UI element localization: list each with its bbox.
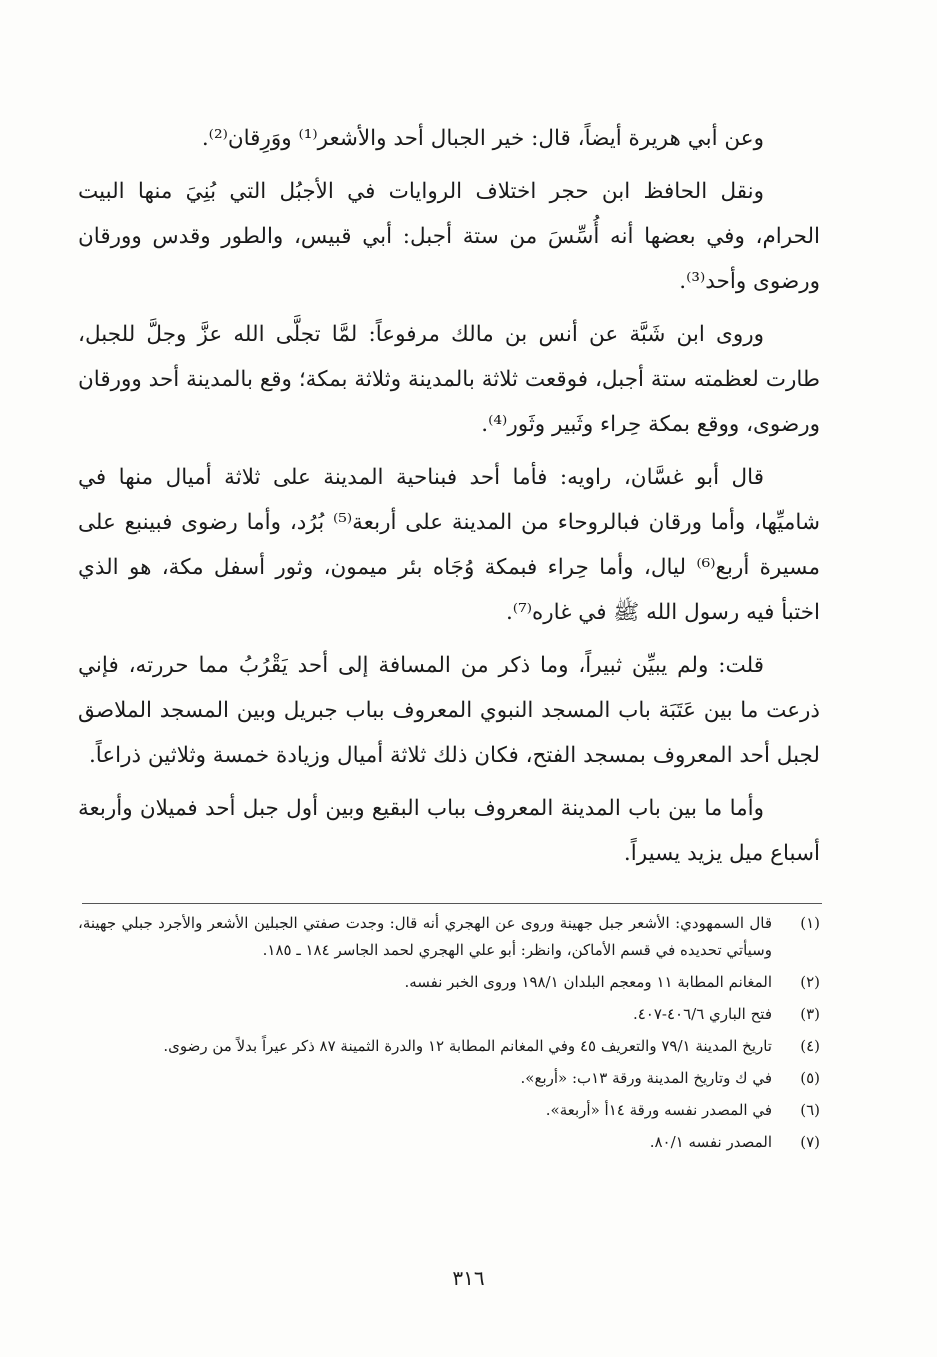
footnote-text: المغانم المطابة ١١ ومعجم البلدان ١٩٨/١ وروى الخبر نفسه. <box>404 973 772 991</box>
footnote-text: قال السمهودي: الأشعر جبل جهينة وروى عن الهجري أنه قال: وجدت صفتي الجبلين الأشعر والأجرد جبلي جهينة، وسيأتي تحديده في قسم الأماكن، وانظر: أبو علي الهجري لحمد الجاسر ١٨٤ ـ ١٨٥. <box>78 914 772 959</box>
footnote-number: (٢) <box>800 973 820 991</box>
footnote-number: (٥) <box>800 1069 820 1087</box>
paragraph-1: وعن أبي هريرة أيضاً، قال: خير الجبال أحد والأشعر⁽¹⁾ ووَرِقان⁽²⁾. <box>201 126 764 151</box>
footnote-text: فتح الباري ٤٠٦/٦-٤٠٧. <box>632 1005 772 1023</box>
footnote-7 <box>78 1129 820 1156</box>
footnote-1 <box>78 910 820 964</box>
footnotes <box>78 910 820 1161</box>
footnote-text: المصدر نفسه ٨٠/١. <box>649 1133 772 1151</box>
footnote-text: في ك وتاريخ المدينة ورقة ١٣ب: «أربع». <box>520 1069 772 1087</box>
footnote-5 <box>78 1065 820 1092</box>
paragraph-3: وروى ابن شَبَّة عن أنس بن مالك مرفوعاً: لمَّا تجلَّى الله عزَّ وجلَّ للجبل، طارت لعظمته ستة أجبل، فوقعت ثلاثة بالمدينة وثلاثة بمكة؛ وقع بالمدينة أحد وورقان ورضوى، ووقع بمكة حِراء وثَبير وثَور⁽⁴⁾. <box>78 322 820 437</box>
paragraph-5: قلت: ولم يبيِّن ثبيراً، وما ذكر من المسافة إلى أحد يَقْرُبُ مما حررته، فإني ذرعت ما بين عَتَبَة باب المسجد النبوي المعروف بباب جبريل وبين المسجد الملاصق لجبل أحد المعروف بمسجد الفتح، فكان ذلك ثلاثة أميال وزيادة خمسة وثلاثين ذراعاً. <box>78 653 820 768</box>
footnote-number: (٣) <box>800 1005 820 1023</box>
footnote-text: في المصدر نفسه ورقة ١٤أ «أربعة». <box>545 1101 772 1119</box>
footnote-3 <box>78 1001 820 1028</box>
footnote-text: تاريخ المدينة ٧٩/١ والتعريف ٤٥ وفي المغانم المطابة ١٢ والدرة الثمينة ٨٧ ذكر عيراً بدلاً من رضوى. <box>163 1037 772 1055</box>
footnote-2 <box>78 969 820 996</box>
footnote-separator <box>82 903 822 904</box>
footnote-number: (٦) <box>800 1101 820 1119</box>
page-number: ٣١٦ <box>452 1266 485 1290</box>
paragraph-4: قال أبو غسَّان، راويه: فأما أحد فبناحية المدينة على ثلاثة أميال منها في شاميِّها، وأما ورقان فبالروحاء من المدينة على أربعة⁽⁵⁾ بُرُد، وأما رضوى فبينبع على مسيرة أربع⁽⁶⁾ ليال، وأما حِراء فبمكة وُجَاه بئر ميمون، وثور أسفل مكة، هو الذي اختبأ فيه رسول الله ﷺ في غاره⁽⁷⁾. <box>78 465 820 625</box>
main-text <box>78 116 820 884</box>
paragraph-2: ونقل الحافظ ابن حجر اختلاف الروايات في الأجبُل التي بُنِيَ منها البيت الحرام، وفي بعضها أنه أُسِّسَ من ستة أجبل: أبي قبيس، والطور وقدس وورقان ورضوى وأحد⁽³⁾. <box>78 179 820 294</box>
paragraph-6: وأما ما بين باب المدينة المعروف بباب البقيع وبين أول جبل أحد فميلان وأربعة أسباع ميل يزيد يسيراً. <box>78 796 820 866</box>
footnote-number: (١) <box>800 914 820 932</box>
footnote-number: (٧) <box>800 1133 820 1151</box>
footnote-6 <box>78 1097 820 1124</box>
footnote-number: (٤) <box>800 1037 820 1055</box>
footnote-4 <box>78 1033 820 1060</box>
